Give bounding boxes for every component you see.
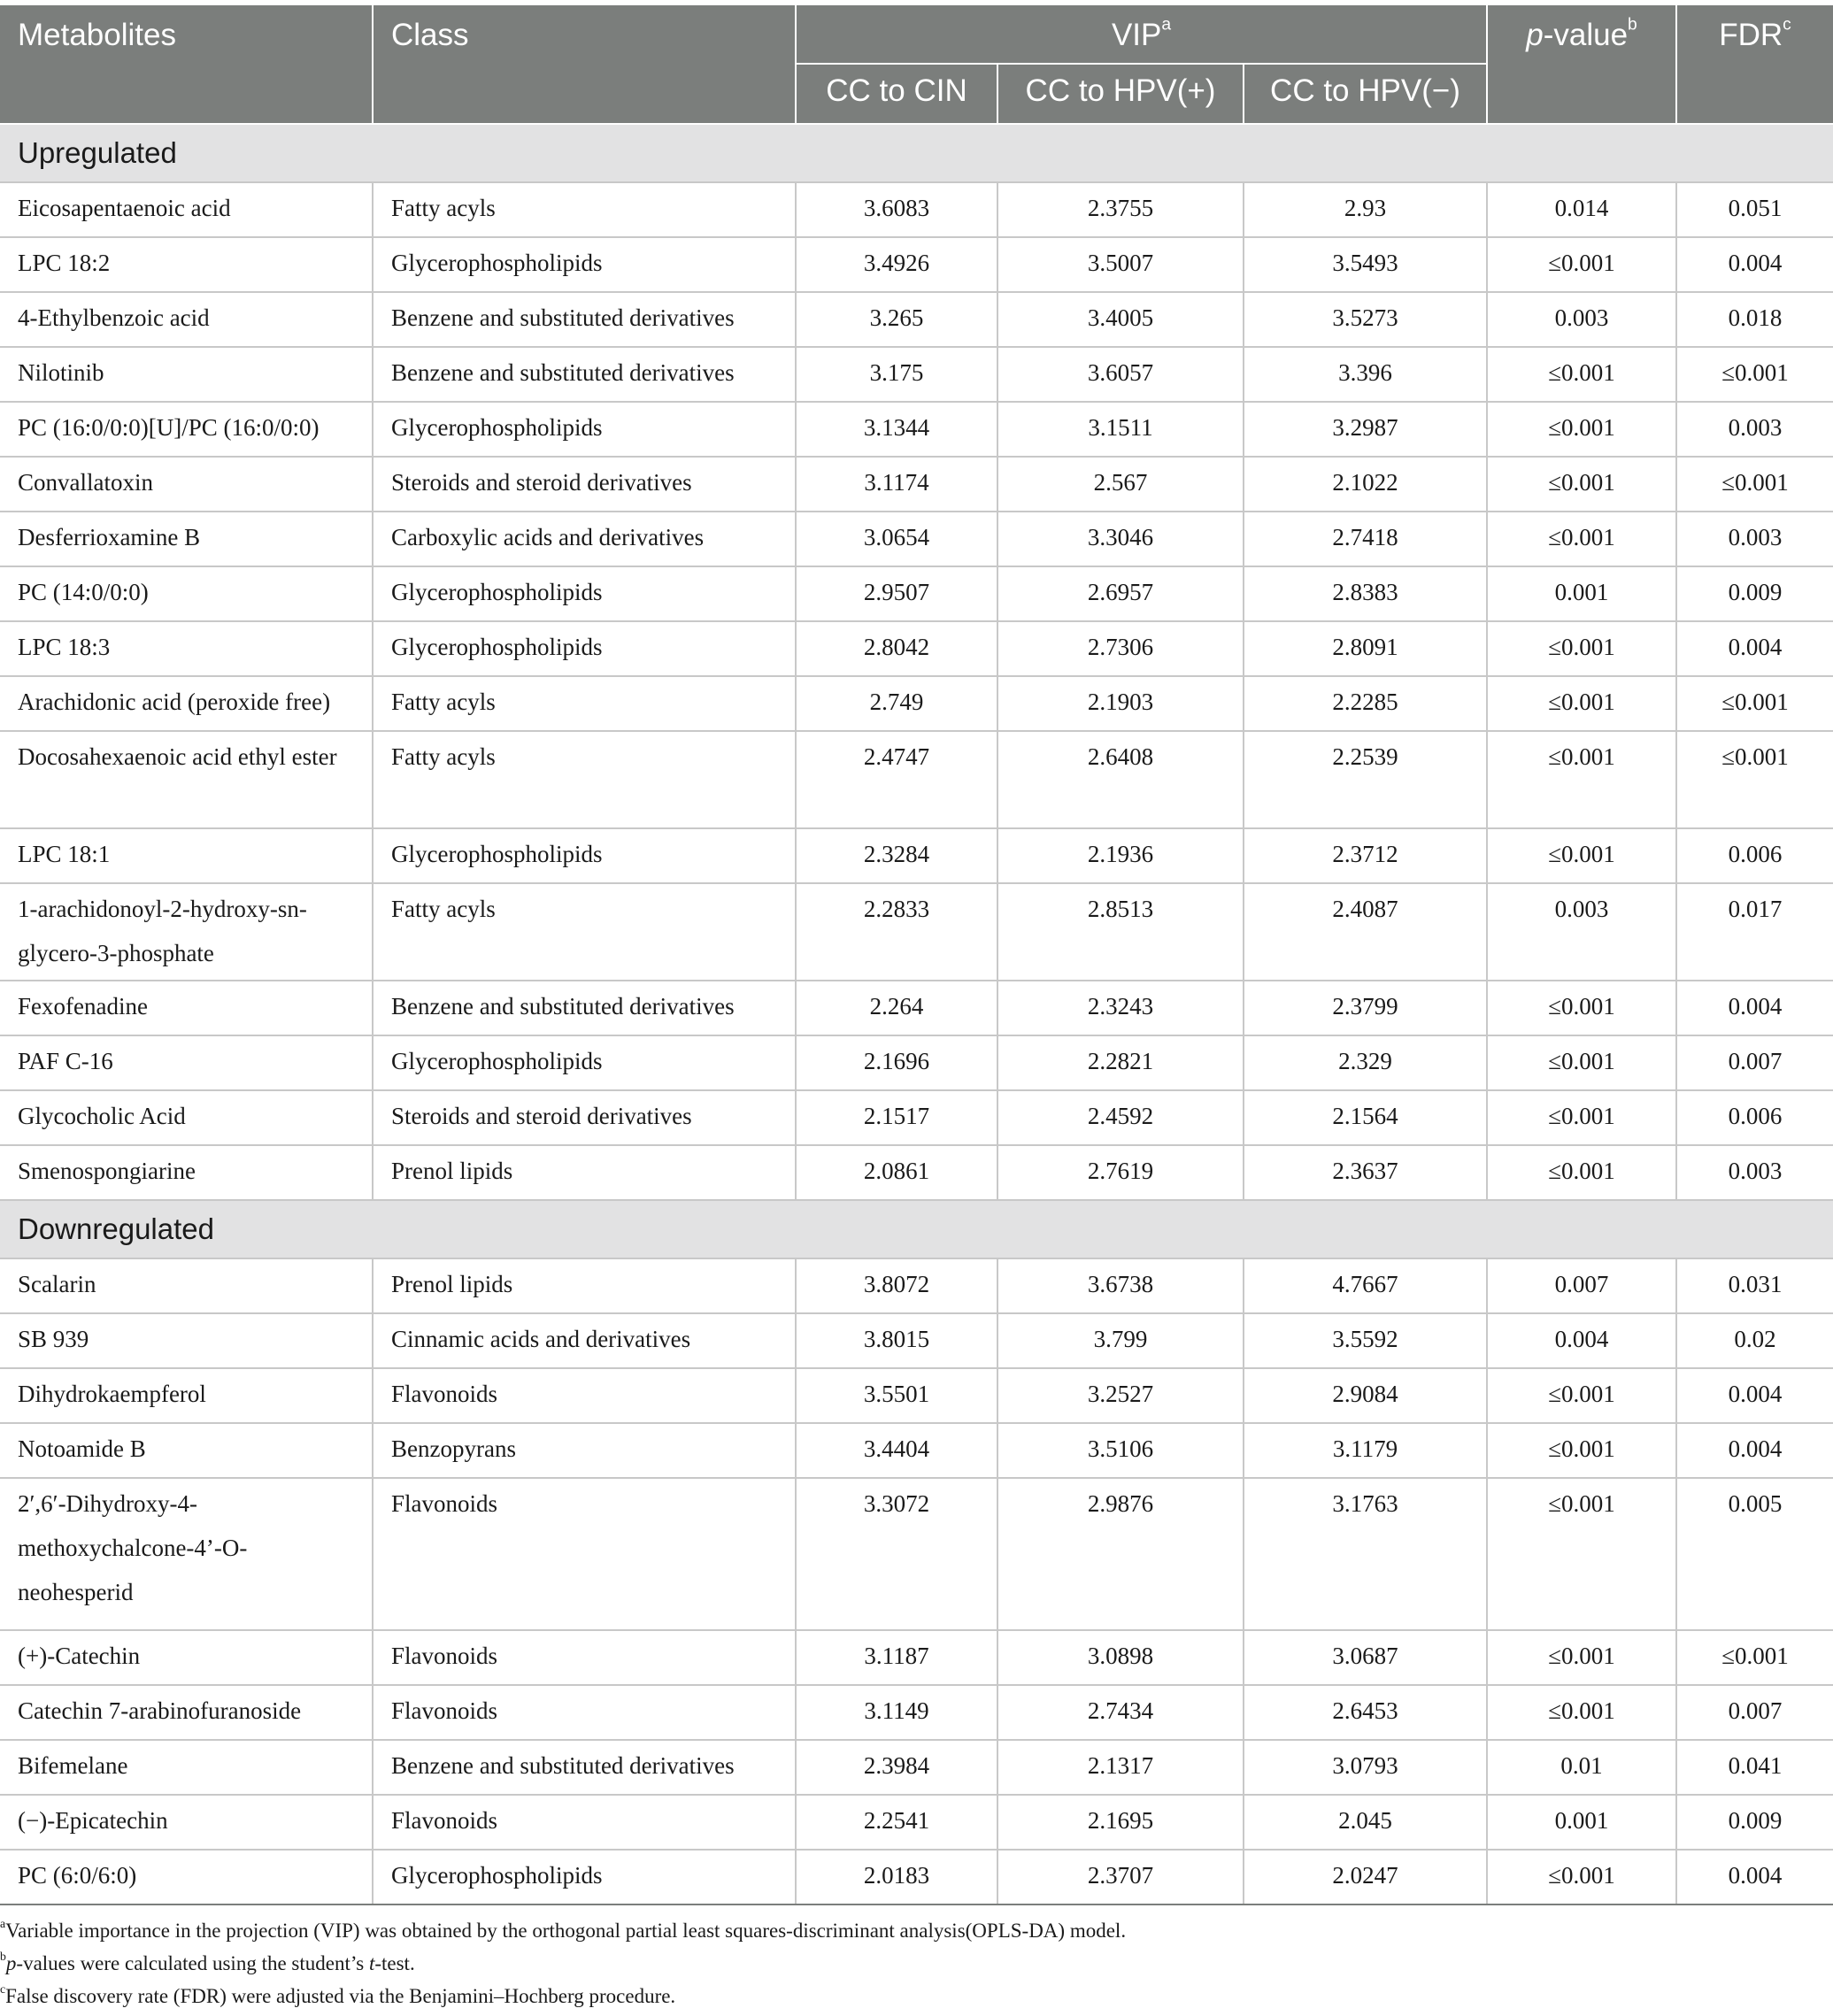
cell-pvalue: ≤0.001 [1487, 828, 1676, 883]
cell-fdr: ≤0.001 [1676, 347, 1833, 402]
cell-cc-to-hpv-neg: 2.329 [1244, 1035, 1487, 1090]
cell-class: Fatty acyls [373, 883, 796, 981]
table-container [0, 4, 1833, 1905]
cell-fdr: ≤0.001 [1676, 731, 1833, 828]
cell-class: Glycerophospholipids [373, 566, 796, 621]
cell-pvalue: ≤0.001 [1487, 731, 1676, 828]
cell-pvalue: 0.001 [1487, 566, 1676, 621]
cell-cc-to-hpv-neg: 2.3799 [1244, 981, 1487, 1035]
cell-cc-to-hpv-neg: 3.0687 [1244, 1630, 1487, 1685]
cell-cc-to-hpv-neg: 4.7667 [1244, 1258, 1487, 1313]
cell-fdr: ≤0.001 [1676, 1630, 1833, 1685]
cell-metabolite: Nilotinib [0, 347, 373, 402]
cell-cc-to-hpv-pos: 2.1695 [997, 1795, 1244, 1850]
cell-fdr: 0.004 [1676, 621, 1833, 676]
cell-cc-to-hpv-neg: 2.4087 [1244, 883, 1487, 981]
cell-pvalue: ≤0.001 [1487, 1035, 1676, 1090]
cell-fdr: 0.009 [1676, 1795, 1833, 1850]
cell-class: Glycerophospholipids [373, 621, 796, 676]
cell-cc-to-hpv-neg: 3.1179 [1244, 1423, 1487, 1478]
footnote-a: $^a$Variable importance in the projection (VIP) was obtained by the orthogonal partial least squares-discriminant analysis(OPLS-DA) model. [0, 1916, 1127, 1942]
cell-cc-to-cin: 2.9507 [796, 566, 997, 621]
cell-class: Flavonoids [373, 1478, 796, 1630]
cell-metabolite: Glycocholic Acid [0, 1090, 373, 1145]
cell-cc-to-cin: 2.4747 [796, 731, 997, 828]
header-vip: VIP$^a$ [796, 4, 1487, 64]
cell-cc-to-hpv-neg: 2.3637 [1244, 1145, 1487, 1200]
cell-fdr: 0.006 [1676, 828, 1833, 883]
cell-cc-to-hpv-pos: 2.567 [997, 457, 1244, 512]
cell-metabolite: Notoamide B [0, 1423, 373, 1478]
cell-cc-to-cin: 3.1174 [796, 457, 997, 512]
cell-cc-to-hpv-pos: 3.6738 [997, 1258, 1244, 1313]
cell-fdr: 0.007 [1676, 1035, 1833, 1090]
cell-metabolite: Catechin 7-arabinofuranoside [0, 1685, 373, 1740]
cell-cc-to-cin: 3.8072 [796, 1258, 997, 1313]
header-fdr: FDR$^c$ [1676, 4, 1833, 124]
cell-class: Steroids and steroid derivatives [373, 457, 796, 512]
cell-cc-to-cin: 2.2541 [796, 1795, 997, 1850]
table-row [0, 676, 1833, 731]
header-class: Class [373, 4, 796, 124]
cell-fdr: 0.018 [1676, 292, 1833, 347]
table-row [0, 1478, 1833, 1630]
cell-class: Steroids and steroid derivatives [373, 1090, 796, 1145]
cell-metabolite: PC (14:0/0:0) [0, 566, 373, 621]
footnotes [0, 1914, 1833, 2012]
cell-cc-to-hpv-pos: 3.5106 [997, 1423, 1244, 1478]
cell-metabolite: 1-arachidonoyl-2-hydroxy-sn-glycero-3-phosphate [0, 883, 373, 981]
cell-metabolite: SB 939 [0, 1313, 373, 1368]
cell-metabolite: LPC 18:2 [0, 237, 373, 292]
cell-cc-to-hpv-neg: 3.0793 [1244, 1740, 1487, 1795]
cell-class: Flavonoids [373, 1795, 796, 1850]
table-row [0, 1740, 1833, 1795]
cell-cc-to-hpv-pos: 2.7619 [997, 1145, 1244, 1200]
cell-cc-to-hpv-pos: 2.3755 [997, 182, 1244, 237]
cell-cc-to-hpv-neg: 2.8091 [1244, 621, 1487, 676]
cell-metabolite: LPC 18:1 [0, 828, 373, 883]
cell-cc-to-hpv-neg: 2.045 [1244, 1795, 1487, 1850]
cell-metabolite: Bifemelane [0, 1740, 373, 1795]
cell-fdr: 0.006 [1676, 1090, 1833, 1145]
cell-fdr: 0.02 [1676, 1313, 1833, 1368]
table-row [0, 347, 1833, 402]
table-row [0, 512, 1833, 566]
table-row [0, 1313, 1833, 1368]
cell-metabolite: Eicosapentaenoic acid [0, 182, 373, 237]
cell-pvalue: ≤0.001 [1487, 402, 1676, 457]
cell-class: Glycerophospholipids [373, 1850, 796, 1904]
cell-fdr: ≤0.001 [1676, 457, 1833, 512]
cell-class: Glycerophospholipids [373, 237, 796, 292]
cell-cc-to-cin: 3.175 [796, 347, 997, 402]
cell-class: Flavonoids [373, 1685, 796, 1740]
cell-cc-to-cin: 3.4404 [796, 1423, 997, 1478]
cell-metabolite: Docosahexaenoic acid ethyl ester [0, 731, 373, 828]
cell-cc-to-hpv-pos: 2.6408 [997, 731, 1244, 828]
table-row [0, 1258, 1833, 1313]
cell-pvalue: 0.003 [1487, 292, 1676, 347]
cell-cc-to-cin: 2.264 [796, 981, 997, 1035]
table-row [0, 1145, 1833, 1200]
cell-fdr: 0.051 [1676, 182, 1833, 237]
cell-cc-to-hpv-neg: 2.2285 [1244, 676, 1487, 731]
cell-class: Glycerophospholipids [373, 402, 796, 457]
header-cc-to-hpv-neg: CC to HPV(−) [1244, 64, 1487, 124]
header-metabolites: Metabolites [0, 4, 373, 124]
cell-pvalue: 0.003 [1487, 883, 1676, 981]
cell-class: Glycerophospholipids [373, 1035, 796, 1090]
cell-class: Flavonoids [373, 1630, 796, 1685]
cell-cc-to-cin: 2.2833 [796, 883, 997, 981]
cell-metabolite: Scalarin [0, 1258, 373, 1313]
cell-cc-to-cin: 3.8015 [796, 1313, 997, 1368]
table-header [0, 4, 1833, 124]
table-row [0, 1423, 1833, 1478]
table-row [0, 1090, 1833, 1145]
cell-pvalue: 0.007 [1487, 1258, 1676, 1313]
cell-cc-to-cin: 3.1149 [796, 1685, 997, 1740]
cell-cc-to-hpv-pos: 2.9876 [997, 1478, 1244, 1630]
cell-cc-to-hpv-pos: 3.5007 [997, 237, 1244, 292]
cell-pvalue: ≤0.001 [1487, 347, 1676, 402]
cell-cc-to-cin: 3.5501 [796, 1368, 997, 1423]
cell-cc-to-hpv-neg: 2.93 [1244, 182, 1487, 237]
table-row [0, 981, 1833, 1035]
cell-cc-to-cin: 3.1187 [796, 1630, 997, 1685]
cell-cc-to-hpv-neg: 2.1022 [1244, 457, 1487, 512]
cell-pvalue: ≤0.001 [1487, 1368, 1676, 1423]
cell-metabolite: 4-Ethylbenzoic acid [0, 292, 373, 347]
cell-cc-to-cin: 2.8042 [796, 621, 997, 676]
cell-pvalue: ≤0.001 [1487, 1423, 1676, 1478]
section-label: Downregulated [0, 1200, 1833, 1258]
cell-cc-to-hpv-pos: 2.3707 [997, 1850, 1244, 1904]
cell-metabolite: Convallatoxin [0, 457, 373, 512]
cell-cc-to-hpv-pos: 2.1903 [997, 676, 1244, 731]
table-row [0, 1685, 1833, 1740]
table-row [0, 566, 1833, 621]
header-cc-to-cin: CC to CIN [796, 64, 997, 124]
cell-metabolite: (−)-Epicatechin [0, 1795, 373, 1850]
cell-cc-to-hpv-pos: 2.7306 [997, 621, 1244, 676]
cell-cc-to-hpv-neg: 3.5493 [1244, 237, 1487, 292]
cell-cc-to-hpv-pos: 3.2527 [997, 1368, 1244, 1423]
cell-metabolite: 2′,6′-Dihydroxy-4-methoxychalcone-4’-O-neohesperid [0, 1478, 373, 1630]
table-row [0, 402, 1833, 457]
cell-class: Benzopyrans [373, 1423, 796, 1478]
cell-cc-to-cin: 2.3284 [796, 828, 997, 883]
cell-cc-to-hpv-neg: 2.2539 [1244, 731, 1487, 828]
cell-cc-to-cin: 2.0861 [796, 1145, 997, 1200]
table-row [0, 292, 1833, 347]
cell-metabolite: Smenospongiarine [0, 1145, 373, 1200]
cell-pvalue: ≤0.001 [1487, 1685, 1676, 1740]
cell-cc-to-cin: 2.1517 [796, 1090, 997, 1145]
table-row [0, 828, 1833, 883]
cell-cc-to-hpv-neg: 2.9084 [1244, 1368, 1487, 1423]
header-pvalue: p-value$^b$ [1487, 4, 1676, 124]
cell-cc-to-cin: 2.0183 [796, 1850, 997, 1904]
cell-cc-to-hpv-neg: 2.1564 [1244, 1090, 1487, 1145]
cell-cc-to-hpv-neg: 3.1763 [1244, 1478, 1487, 1630]
cell-class: Benzene and substituted derivatives [373, 981, 796, 1035]
cell-cc-to-hpv-pos: 3.799 [997, 1313, 1244, 1368]
cell-pvalue: ≤0.001 [1487, 457, 1676, 512]
cell-cc-to-hpv-pos: 2.1317 [997, 1740, 1244, 1795]
cell-fdr: 0.003 [1676, 1145, 1833, 1200]
cell-cc-to-cin: 2.749 [796, 676, 997, 731]
cell-class: Flavonoids [373, 1368, 796, 1423]
cell-fdr: 0.009 [1676, 566, 1833, 621]
table-row [0, 883, 1833, 981]
table-row [0, 457, 1833, 512]
table-row [0, 1850, 1833, 1904]
cell-class: Prenol lipids [373, 1145, 796, 1200]
cell-cc-to-cin: 3.3072 [796, 1478, 997, 1630]
cell-fdr: 0.004 [1676, 981, 1833, 1035]
cell-fdr: 0.004 [1676, 1368, 1833, 1423]
cell-pvalue: 0.001 [1487, 1795, 1676, 1850]
cell-metabolite: (+)-Catechin [0, 1630, 373, 1685]
metabolites-table [0, 4, 1833, 1905]
table-row [0, 1368, 1833, 1423]
section-label: Upregulated [0, 124, 1833, 182]
cell-cc-to-hpv-pos: 3.0898 [997, 1630, 1244, 1685]
table-row [0, 182, 1833, 237]
cell-pvalue: ≤0.001 [1487, 512, 1676, 566]
cell-fdr: 0.005 [1676, 1478, 1833, 1630]
cell-cc-to-hpv-neg: 3.5592 [1244, 1313, 1487, 1368]
cell-pvalue: ≤0.001 [1487, 237, 1676, 292]
cell-fdr: 0.004 [1676, 237, 1833, 292]
cell-fdr: 0.003 [1676, 402, 1833, 457]
table-row [0, 731, 1833, 828]
cell-cc-to-hpv-neg: 2.3712 [1244, 828, 1487, 883]
cell-cc-to-hpv-neg: 3.5273 [1244, 292, 1487, 347]
cell-metabolite: Desferrioxamine B [0, 512, 373, 566]
cell-cc-to-hpv-pos: 3.1511 [997, 402, 1244, 457]
section-row [0, 1200, 1833, 1258]
cell-pvalue: ≤0.001 [1487, 981, 1676, 1035]
cell-pvalue: 0.004 [1487, 1313, 1676, 1368]
cell-class: Carboxylic acids and derivatives [373, 512, 796, 566]
cell-fdr: 0.004 [1676, 1850, 1833, 1904]
cell-cc-to-cin: 2.3984 [796, 1740, 997, 1795]
cell-class: Benzene and substituted derivatives [373, 1740, 796, 1795]
cell-pvalue: ≤0.001 [1487, 1090, 1676, 1145]
cell-fdr: 0.041 [1676, 1740, 1833, 1795]
cell-class: Glycerophospholipids [373, 828, 796, 883]
footnote-c: $^c$False discovery rate (FDR) were adjusted via the Benjamini–Hochberg procedure. [0, 1981, 676, 2007]
cell-fdr: 0.004 [1676, 1423, 1833, 1478]
cell-metabolite: Arachidonic acid (peroxide free) [0, 676, 373, 731]
cell-cc-to-hpv-neg: 2.6453 [1244, 1685, 1487, 1740]
cell-pvalue: ≤0.001 [1487, 1850, 1676, 1904]
cell-pvalue: ≤0.001 [1487, 1630, 1676, 1685]
cell-cc-to-cin: 3.4926 [796, 237, 997, 292]
cell-metabolite: PAF C-16 [0, 1035, 373, 1090]
cell-cc-to-cin: 3.6083 [796, 182, 997, 237]
cell-cc-to-hpv-pos: 2.6957 [997, 566, 1244, 621]
cell-cc-to-cin: 3.1344 [796, 402, 997, 457]
table-body [0, 124, 1833, 1904]
cell-cc-to-cin: 2.1696 [796, 1035, 997, 1090]
table-row [0, 1795, 1833, 1850]
cell-cc-to-hpv-neg: 2.0247 [1244, 1850, 1487, 1904]
section-row [0, 124, 1833, 182]
cell-metabolite: PC (16:0/0:0)[U]/PC (16:0/0:0) [0, 402, 373, 457]
cell-pvalue: ≤0.001 [1487, 1478, 1676, 1630]
cell-cc-to-hpv-pos: 2.7434 [997, 1685, 1244, 1740]
cell-metabolite: Fexofenadine [0, 981, 373, 1035]
table-row [0, 1035, 1833, 1090]
cell-class: Benzene and substituted derivatives [373, 347, 796, 402]
footnote-b: $^b$p-values were calculated using the student’s t-test. [0, 1949, 415, 1974]
cell-fdr: ≤0.001 [1676, 676, 1833, 731]
cell-cc-to-hpv-pos: 2.2821 [997, 1035, 1244, 1090]
cell-class: Prenol lipids [373, 1258, 796, 1313]
cell-cc-to-hpv-neg: 2.8383 [1244, 566, 1487, 621]
cell-cc-to-cin: 3.0654 [796, 512, 997, 566]
cell-class: Fatty acyls [373, 676, 796, 731]
cell-cc-to-cin: 3.265 [796, 292, 997, 347]
cell-metabolite: LPC 18:3 [0, 621, 373, 676]
cell-pvalue: 0.01 [1487, 1740, 1676, 1795]
cell-cc-to-hpv-neg: 2.7418 [1244, 512, 1487, 566]
cell-pvalue: ≤0.001 [1487, 676, 1676, 731]
cell-pvalue: ≤0.001 [1487, 1145, 1676, 1200]
cell-pvalue: 0.014 [1487, 182, 1676, 237]
cell-class: Fatty acyls [373, 182, 796, 237]
cell-cc-to-hpv-pos: 3.6057 [997, 347, 1244, 402]
header-cc-to-hpv-pos: CC to HPV(+) [997, 64, 1244, 124]
cell-metabolite: Dihydrokaempferol [0, 1368, 373, 1423]
cell-class: Cinnamic acids and derivatives [373, 1313, 796, 1368]
cell-class: Benzene and substituted derivatives [373, 292, 796, 347]
table-row [0, 1630, 1833, 1685]
cell-metabolite: PC (6:0/6:0) [0, 1850, 373, 1904]
cell-cc-to-hpv-pos: 3.4005 [997, 292, 1244, 347]
cell-cc-to-hpv-pos: 2.8513 [997, 883, 1244, 981]
cell-cc-to-hpv-neg: 3.2987 [1244, 402, 1487, 457]
cell-fdr: 0.003 [1676, 512, 1833, 566]
cell-cc-to-hpv-pos: 3.3046 [997, 512, 1244, 566]
cell-fdr: 0.031 [1676, 1258, 1833, 1313]
cell-cc-to-hpv-pos: 2.4592 [997, 1090, 1244, 1145]
cell-fdr: 0.017 [1676, 883, 1833, 981]
cell-fdr: 0.007 [1676, 1685, 1833, 1740]
table-row [0, 621, 1833, 676]
cell-class: Fatty acyls [373, 731, 796, 828]
cell-cc-to-hpv-pos: 2.1936 [997, 828, 1244, 883]
table-row [0, 237, 1833, 292]
cell-cc-to-hpv-pos: 2.3243 [997, 981, 1244, 1035]
cell-pvalue: ≤0.001 [1487, 621, 1676, 676]
cell-cc-to-hpv-neg: 3.396 [1244, 347, 1487, 402]
